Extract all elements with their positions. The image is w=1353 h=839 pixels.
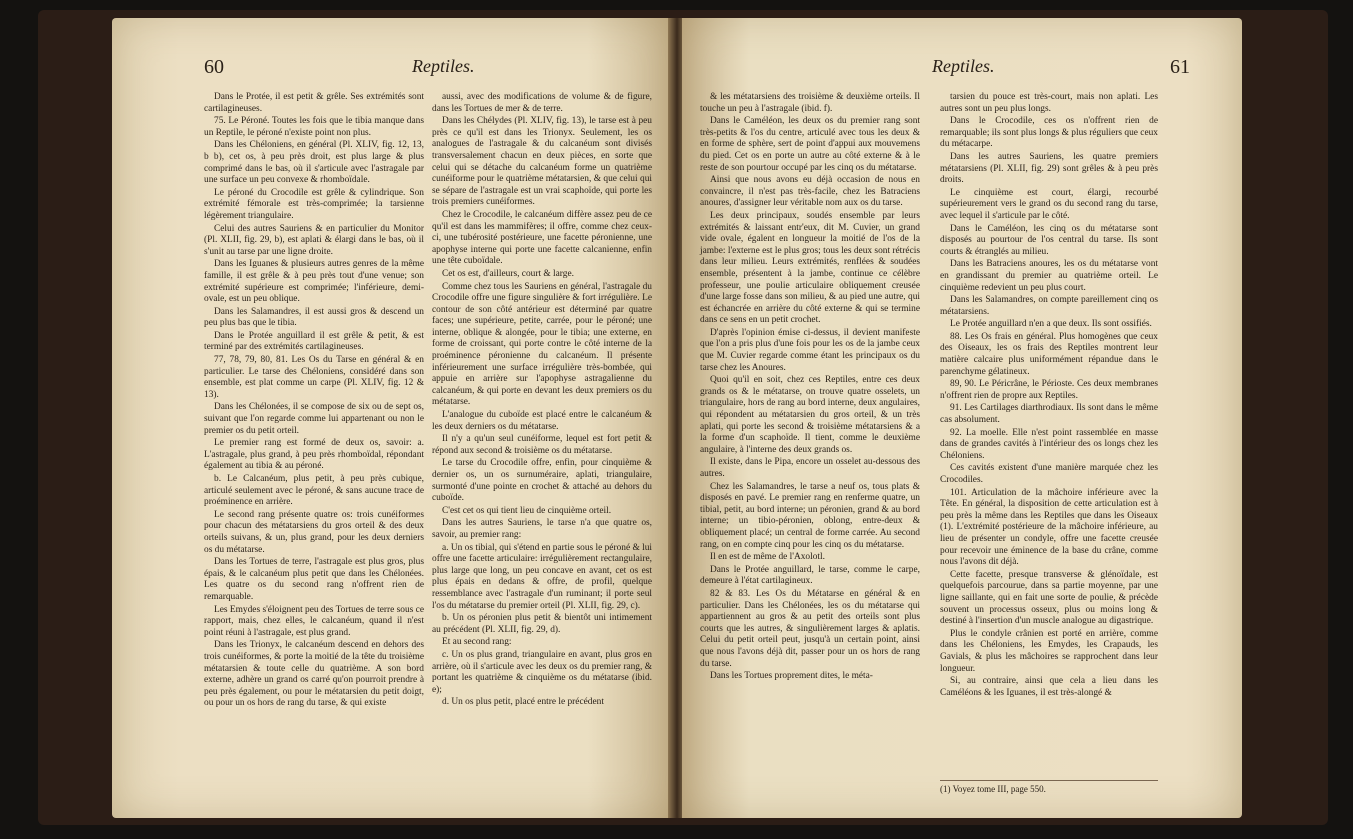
paragraph: D'après l'opinion émise ci-dessus, il devient manifeste que l'on a pris plus d'une fois pour les os de la jambe ceux que M. Cuvier regarde comme étant les principaux os du tarse chez les Anoures. [700, 327, 920, 373]
paragraph: 75. Le Péroné. Toutes les fois que le tibia manque dans un Reptile, le péroné n'existe point non plus. [204, 116, 424, 138]
paragraph: Dans les Salamandres, on compte pareillement cinq os métatarsiens. [940, 295, 1158, 317]
paragraph: Celui des autres Sauriens & en particulier du Monitor (Pl. XLII, fig. 29, b), est aplati & élargi dans le bas, où il s'unit au tarse par une ligne droite. [204, 223, 424, 257]
paragraph: Quoi qu'il en soit, chez ces Reptiles, entre ces deux grands os & le métatarse, on trouve quatre osselets, un triangulaire, hors de rang au bord interne, deux angulaires, qui répondent au métatarsien du gros orteil, & un très aplati, qui porte les second & troisième métatarsiens & a la forme d'un scaphoïde. Il tient, comme le deuxième angulaire, à l'interne des deux grands os. [700, 375, 920, 455]
paragraph: Ces cavités existent d'une manière marquée chez les Crocodiles. [940, 463, 1158, 485]
paragraph: Dans les Iguanes & plusieurs autres genres de la même famille, il est grêle & à peu près tout d'une venue; son extrémité supérieure est comprimée; l'inférieure, demi-ovale, est un peu oblique. [204, 259, 424, 305]
paragraph: Dans le Caméléon, les deux os du premier rang sont très-petits & l'os du centre, articulé avec tous les deux & en forme de sphère, sert de point d'appui aux mouvemens du pied. Cet os en porte un autre au côté externe & à le reste de son pourtour occupé par les cinq os du métatarse. [700, 116, 920, 173]
left-column-2 [432, 92, 652, 710]
paragraph: Le premier rang est formé de deux os, savoir: a. L'astragale, plus grand, à peu près rhomboïdal, répondant également au tibia & au péroné. [204, 438, 424, 472]
paragraph: 101. Articulation de la mâchoire inférieure avec la Tête. En général, la disposition de cette articulation est à peu près la même dans les Reptiles que dans les Oiseaux (1). L'extrémité postérieure de la mâchoire inférieure, au lieu de présenter un condyle, offre une facette creusée pour recevoir une éminence de la base du crâne, comme nous l'avons dit déjà. [940, 487, 1158, 568]
paragraph: Dans le Protée, il est petit & grêle. Ses extrémités sont cartilagineuses. [204, 92, 424, 114]
right-page-header [682, 56, 1242, 80]
paragraph: Chez le Crocodile, le calcanéum diffère assez peu de ce qu'il est dans les mammifères; il offre, comme chez ceux-ci, une tubérosité postérieure, une facette péronienne, une apophyse interne qui porte une facette calcanienne, enfin une tête cuboïdale. [432, 209, 652, 267]
right-page-number: 61 [1170, 56, 1190, 78]
paragraph: b. Un os péronien plus petit & bientôt uni intimement au précédent (Pl. XLII, fig. 29, d). [432, 613, 652, 635]
paragraph: Il existe, dans le Pipa, encore un osselet au-dessous des autres. [700, 457, 920, 479]
paragraph: Dans les Batraciens anoures, les os du métatarse vont en grandissant du premier au quatrième orteil. Le cinquième redevient un peu plus court. [940, 259, 1158, 293]
paragraph: Chez les Salamandres, le tarse a neuf os, tous plats & disposés en pavé. Le premier rang en renferme quatre, un tibial, petit, au bord interne; un péronien, grand & au bord interne; un tibio-péronien, oblong, entre-deux & obliquement placé; un central de forme carrée. Au second rang, on en compte cinq pour les cinq os du métatarse. [700, 481, 920, 550]
left-page-number: 60 [204, 56, 224, 78]
paragraph: Dans les Chélydes (Pl. XLIV, fig. 13), le tarse est à peu près ce qu'il est dans les Trionyx. Seulement, les os analogues de l'astragale & du calcanéum sont divisés transversalement chacun en deux pièces, en sorte que celui qui se détache du calcanéum forme un quatrième cunéiforme pour le quatrième métatarsien, & que celui qui se sépare de l'astragale est un vrai scaphoïde, qui porte les trois premiers cunéiformes. [432, 116, 652, 208]
left-page [112, 18, 672, 818]
paragraph: Dans les Trionyx, le calcanéum descend en dehors des trois cunéiformes, & porte la moitié de la tête du troisième métatarsien & toute celle du quatrième. A son bord externe, adhère un grand os carré qu'on pourroit prendre à peu près également, ou pour le métatarsien du petit doigt, ou pour un os hors de rang du tarse, & qui existe [204, 640, 424, 709]
left-running-head: Reptiles. [412, 56, 475, 76]
paragraph: Il n'y a qu'un seul cunéiforme, lequel est fort petit & répond aux second & troisième os du métatarse. [432, 434, 652, 456]
paragraph: 91. Les Cartilages diarthrodiaux. Ils sont dans le même cas absolument. [940, 403, 1158, 426]
paragraph: Dans les Tortues de terre, l'astragale est plus gros, plus épais, & le calcanéum plus petit que dans les Chélonées. Les quatre os du second rang n'offrent rien de remarquable. [204, 557, 424, 602]
paragraph: a. Un os tibial, qui s'étend en partie sous le péroné & lui offre une facette articulaire: irrégulièrement rectangulaire, plus large que long, un peu concave en avant, cet os est plus épais en dedans & offre, de profil, quelque ressemblance avec l'astragale d'un ruminant; il porte seul l'os du métatarse du premier orteil (Pl. XLII, fig. 29, c). [432, 542, 652, 611]
paragraph: L'analogue du cuboïde est placé entre le calcanéum & les deux derniers os du métatarse. [432, 410, 652, 432]
paragraph: 92. La moelle. Elle n'est point rassemblée en masse dans de grandes cavités à l'intérieur des os longs chez les Chéloniens. [940, 427, 1158, 461]
paragraph: tarsien du pouce est très-court, mais non aplati. Les autres sont un peu plus longs. [940, 92, 1158, 114]
paragraph: 89, 90. Le Péricrâne, le Périoste. Ces deux membranes n'offrent rien de propre aux Reptiles. [940, 379, 1158, 401]
paragraph: Le second rang présente quatre os: trois cunéiformes pour chacun des métatarsiens du gros orteil & des deux orteils suivans, & un, plus grand, pour les deux derniers os du métatarse. [204, 509, 424, 555]
paragraph: Si, au contraire, ainsi que cela a lieu dans les Caméléons & les Iguanes, il est très-alongé & [940, 676, 1158, 698]
left-column-1 [204, 92, 424, 711]
paragraph: Cette facette, presque transverse & glénoïdale, est quelquefois parcourue, dans sa partie moyenne, par une ligne saillante, qui en fait une sorte de poulie, & précède souvent un processus osseux, plus ou moins long & destiné à l'insertion d'un muscle analogue au digastrique. [940, 569, 1158, 627]
paragraph: C'est cet os qui tient lieu de cinquième orteil. [442, 505, 612, 516]
paragraph: Dans les Tortues proprement dites, le méta- [710, 671, 873, 682]
paragraph: Le Protée anguillard n'en a que deux. Ils sont ossifiés. [950, 319, 1152, 330]
right-column-1 [700, 92, 920, 684]
paragraph: Le tarse du Crocodile offre, enfin, pour cinquième & dernier os, un os surnuméraire, aplati, triangulaire, surmonté d'une pointe en crochet & attaché au dehors du cuboïde. [432, 458, 652, 504]
right-column-2 [940, 92, 1158, 700]
paragraph: Dans le Crocodile, ces os n'offrent rien de remarquable; ils sont plus longs & plus réguliers que ceux du métacarpe. [940, 116, 1158, 150]
paragraph: Dans les Chélonées, il se compose de six ou de sept os, suivant que l'on regarde comme lui appartenant ou non le premier os du petit orteil. [204, 402, 424, 436]
paragraph: 77, 78, 79, 80, 81. Les Os du Tarse en général & en particulier. Le tarse des Chéloniens, considéré dans son ensemble, est plat comme un carpe (Pl. XLIV, fig. 12 & 13). [204, 355, 424, 400]
paragraph: Cet os est, d'ailleurs, court & large. [442, 268, 574, 279]
paragraph: Dans les Salamandres, il est aussi gros & descend un peu plus bas que le tibia. [204, 306, 424, 329]
paragraph: 82 & 83. Les Os du Métatarse en général & en particulier. Dans les Chélonées, les os du métatarse qui appartiennent au gros & au petit des orteils sont plus courts que les autres, & singulièrement larges & aplatis. Celui du petit orteil peut, jusqu'à un certain point, ainsi que nous l'avons déjà dit, passer pour un os hors de rang du tarse. [700, 588, 920, 669]
paragraph: Dans le Protée anguillard, le tarse, comme le carpe, demeure à l'état cartilagineux. [700, 564, 920, 587]
paragraph: Dans le Caméléon, les cinq os du métatarse sont disposés au pourtour de l'os central du tarse. Ils sont courts & étranglés au milieu. [940, 223, 1158, 257]
paragraph: & les métatarsiens des troisième & deuxième orteils. Il touche un peu à l'astragale (ibid. f). [700, 92, 920, 114]
paragraph: Et au second rang: [442, 637, 512, 648]
paragraph: aussi, avec des modifications de volume & de figure, dans les Tortues de mer & de terre. [432, 92, 652, 114]
paragraph: Dans les autres Sauriens, les quatre premiers métatarsiens (Pl. XLII, fig. 29) sont grêles & à peu près droits. [940, 151, 1158, 186]
paragraph: d. Un os plus petit, placé entre le précédent [442, 697, 604, 708]
paragraph: Dans les autres Sauriens, le tarse n'a que quatre os, savoir, au premier rang: [432, 518, 652, 540]
paragraph: Ainsi que nous avons eu déjà occasion de nous en convaincre, il n'est pas très-facile, chez les Batraciens anoures, d'assigner leur véritable nom aux os du tarse. [700, 175, 920, 209]
paragraph: Les deux principaux, soudés ensemble par leurs extrémités & laissant entr'eux, dit M. Cuvier, un grand vide ovale, égalent en longueur la moitié de l'os de la jambe: l'externe est le plus gros; tous les deux sont rétrécis dans leur milieu. Leurs extrémités, renflées & soudées ensemble, présentent à la jambe, continue ce célèbre professeur, une poulie articulaire obliquement creusée d'une large fosse dans son milieu, & au pied une autre, qui est échancrée en arrière du côté externe & qui se termine dans ce sens en un petit crochet. [700, 210, 920, 326]
paragraph: Le cinquième est court, élargi, recourbé supérieurement vers le grand os du second rang du tarse, avec lequel il s'articule par le côté. [940, 187, 1158, 221]
paragraph: Il en est de même de l'Axolotl. [710, 552, 825, 563]
paragraph: 88. Les Os frais en général. Plus homogènes que ceux des Oiseaux, les os frais des Reptiles montrent leur matière calcaire plus uniformément répandue dans le parenchyme gélatineux. [940, 331, 1158, 377]
right-page [682, 18, 1242, 818]
right-running-head: Reptiles. [932, 56, 995, 76]
paragraph: Plus le condyle crânien est porté en arrière, comme dans les Chéloniens, les Emydes, les Crapauds, les Gavials, & plus les mâchoires se rapprochent dans leur longueur. [940, 628, 1158, 674]
paragraph: c. Un os plus grand, triangulaire en avant, plus gros en arrière, où il s'articule avec les deux os du premier rang, & portant les quatrième & cinquième os du métatarse (ibid. e); [432, 649, 652, 695]
paragraph: Dans le Protée anguillard il est grêle & petit, & est terminé par des extrémités cartilagineuses. [204, 330, 424, 353]
paragraph: Comme chez tous les Sauriens en général, l'astragale du Crocodile offre une figure singulière & fort irrégulière. Le contour de son côté antérieur est déterminé par quatre faces; une supérieure, petite, carrée, pour le péroné; une interne, oblique & alongée, pour le tibia; une externe, en forme de croissant, qui porte contre le côté interne de la proéminence péronienne du calcanéum. Il présente inférieurement une surface irrégulière très-bombée, qui appuie en arrière sur l'apophyse astragalienne du calcanéum, & qui porte en devant les deux premiers os du métatarse. [432, 281, 652, 408]
paragraph: b. Le Calcanéum, plus petit, à peu près cubique, articulé seulement avec le péroné, & sans aucune trace de proéminence en arrière. [204, 474, 424, 508]
paragraph: Les Emydes s'éloignent peu des Tortues de terre sous ce rapport, mais, chez elles, le calcanéum, quand il n'est point réuni à l'astragale, est plus grand. [204, 604, 424, 638]
paragraph: Le péroné du Crocodile est grêle & cylindrique. Son extrémité fémorale est très-comprimée; la tarsienne légèrement triangulaire. [204, 187, 424, 221]
paragraph: Dans les Chéloniens, en général (Pl. XLIV, fig. 12, 13, b b), cet os, à peu près droit, est plus large & plus comprimé dans le bas, où il s'articule avec l'astragale par une surface un peu convexe & rhomboïdale. [204, 140, 424, 186]
left-page-header [112, 56, 672, 80]
footnote: (1) Voyez tome III, page 550. [940, 780, 1158, 794]
